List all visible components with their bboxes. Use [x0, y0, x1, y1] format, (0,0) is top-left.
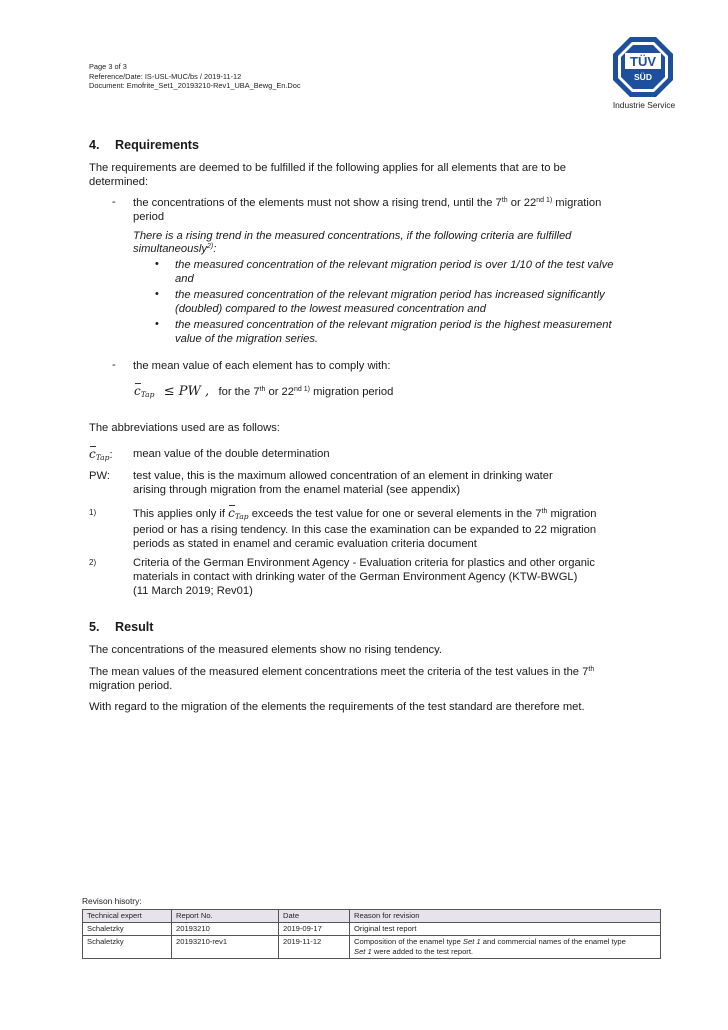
result-paragraph-3: With regard to the migration of the elements the requirements of the test standard are therefore met.: [89, 701, 585, 713]
footnote-1-mark: 1): [89, 508, 97, 517]
abbreviations-intro: The abbreviations used are as follows:: [89, 422, 280, 434]
abbr-2-line-2: arising through migration from the enamel material (see appendix): [133, 484, 461, 496]
dash-marker-2: -: [112, 359, 116, 371]
section-4-title: Requirements: [115, 138, 199, 152]
column-header: Report No.: [172, 910, 279, 923]
footnote-1-line-3: periods as stated in enamel and ceramic evaluation criteria document: [133, 538, 477, 550]
trend-criterion-2-line-1: the measured concentration of the relevant migration period has increased significantly: [175, 289, 605, 301]
footnote-2-line-3: (11 March 2019; Rev01): [133, 585, 253, 597]
requirements-intro-1: The requirements are deemed to be fulfilled if the following applies for all elements that are to be: [89, 162, 566, 174]
document-name: Document: Emofrite_Set1_20193210-Rev1_UBA_Bewg_En.Doc: [89, 81, 301, 91]
requirements-intro-2: determined:: [89, 176, 149, 188]
formula-subscript: Tap: [140, 390, 155, 399]
trend-criterion-3-line-1: the measured concentration of the relevant migration period is the highest measurement: [175, 319, 612, 331]
table-cell: Original test report: [350, 923, 661, 936]
result-paragraph-2-line-2: migration period.: [89, 680, 173, 692]
reference-date: Reference/Date: IS-USL-MUC/bs / 2019-11-12: [89, 71, 242, 81]
logo-text: TÜV: [630, 54, 656, 69]
footnote-1-line-2: period or has a rising tendency. In this case the examination can be expanded to 22 migration: [133, 524, 597, 536]
table-cell: Schaletzky: [83, 936, 172, 959]
table-row: [83, 936, 661, 959]
trend-criterion-2-line-2: (doubled) compared to the lowest measured concentration and: [175, 303, 486, 315]
table-cell: 2019-09-17: [279, 923, 350, 936]
table-cell: 20193210: [172, 923, 279, 936]
criterion-2: the mean value of each element has to comply with:: [133, 360, 391, 372]
abbr-2-symbol: PW:: [89, 470, 110, 482]
table-cell: Schaletzky: [83, 923, 172, 936]
table-cell: 2019-11-12: [279, 936, 350, 959]
dash-marker-1: -: [112, 196, 116, 208]
table-row: [83, 923, 661, 936]
trend-criterion-1-line-1: the measured concentration of the relevant migration period is over 1/10 of the test valve: [175, 259, 614, 271]
column-header: Technical expert: [83, 910, 172, 923]
abbr-1-text: mean value of the double determination: [133, 448, 330, 460]
footnote-1-line-1: This applies only if $c_{Tap}$ exceeds the test value for one or several elements in the 7th migration: [133, 506, 597, 521]
trend-criterion-3-line-2: value of the migration series.: [175, 333, 319, 345]
trend-criterion-1-line-2: and: [175, 273, 194, 285]
bullet-icon: •: [155, 258, 159, 270]
revision-history-title: Revison hisotry:: [82, 896, 142, 906]
footnote-2-line-2: materials in contact with drinking water of the German Environment Agency (KTW-BWGL): [133, 571, 578, 583]
revision-history-table: [82, 909, 661, 959]
bullet-icon: •: [155, 288, 159, 300]
abbr-1-symbol: $c_{Tap}$:: [89, 447, 113, 462]
footnote-2-line-1: Criteria of the German Environment Agency - Evaluation criteria for plastics and other organic: [133, 557, 596, 569]
formula: $c_{Tap}$ ≤ PW , for the 7th or $22^{nd 1)}$ migration period: [134, 384, 394, 399]
criterion-1-line-2: period: [133, 211, 165, 223]
table-cell: Composition of the enamel type Set 1 and commercial names of the enamel type Set 1 were added to the test report.: [350, 936, 661, 959]
formula-c-symbol: c: [134, 384, 141, 398]
trend-definition-1: There is a rising trend in the measured concentrations, if the following criteria are fulfilled: [133, 230, 572, 242]
criterion-1-line-1: the concentrations of the elements must not show a rising trend, until the 7th or $22^{nd 1)}$ migration: [133, 197, 602, 209]
abbr-2-line-1: test value, this is the maximum allowed concentration of an element in drinking water: [133, 470, 553, 482]
table-header-row: [83, 910, 661, 923]
formula-relation: ≤ PW ,: [163, 384, 210, 399]
result-paragraph-1: The concentrations of the measured elements show no rising tendency.: [89, 644, 443, 656]
logo-sub: SÜD: [634, 72, 652, 82]
table-cell: 20193210-rev1: [172, 936, 279, 959]
column-header: Date: [279, 910, 350, 923]
page-number: Page 3 of 3: [89, 62, 127, 71]
result-paragraph-2-line-1: The mean values of the measured element concentrations meet the criteria of the test values in the 7th: [89, 666, 595, 678]
header-meta: [89, 62, 301, 91]
logo-caption: Industrie Service: [612, 100, 676, 110]
footnote-2-mark: 2): [89, 558, 97, 567]
trend-definition-2: simultaneously$^{2)}$:: [133, 243, 217, 255]
column-header: Reason for revision: [350, 910, 661, 923]
section-5-title: Result: [115, 620, 154, 634]
section-4-heading: [89, 138, 199, 152]
section-5-number: 5.: [89, 620, 100, 634]
bullet-icon: •: [155, 318, 159, 330]
section-4-number: 4.: [89, 138, 100, 152]
section-5-heading: [89, 620, 154, 634]
tuv-sud-logo-icon: [612, 36, 674, 98]
